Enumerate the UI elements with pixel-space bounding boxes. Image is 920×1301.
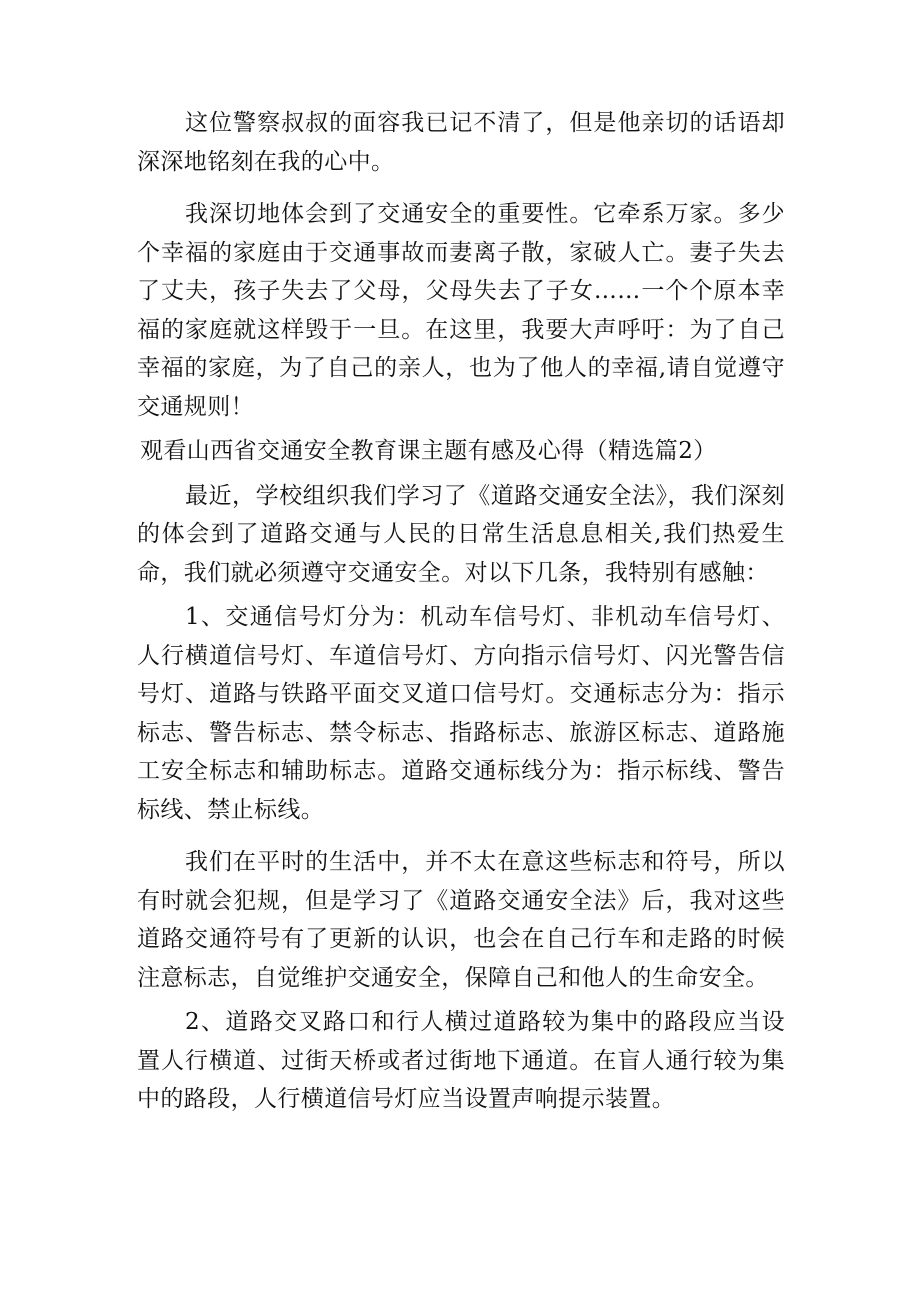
section-heading: 观看山西省交通安全教育课主题有感及心得（精选篇2）	[140, 438, 717, 464]
paragraph-daily-life: 我们在平时的生活中，并不太在意这些标志和符号，所以有时就会犯规，但是学习了《道路交通安全法》后，我对这些道路交通符号有了更新的认识，也会在自己行车和走路的时候注意标志，自觉维护交通安全，保障自己和他人的生命安全。	[137, 849, 785, 991]
paragraph-police-memory: 这位警察叔叔的面容我已记不清了，但是他亲切的话语却深深地铭刻在我的心中。	[137, 110, 785, 175]
paragraph-point-1: 1、交通信号灯分为：机动车信号灯、非机动车信号灯、人行横道信号灯、车道信号灯、方向指示信号灯、闪光警告信号灯、道路与铁路平面交叉道口信号灯。交通标志分为：指示标志、警告标志、禁令标志、指路标志、旅游区标志、道路施工安全标志和辅助标志。道路交通标线分为：指示标线、警告标线、禁止标线。	[137, 604, 785, 823]
paragraph-point-2: 2、道路交叉路口和行人横过道路较为集中的路段应当设置人行横道、过街天桥或者过街地下通道。在盲人通行较为集中的路段，人行横道信号灯应当设置声响提示装置。	[137, 1009, 785, 1112]
paragraph-traffic-safety-importance: 我深切地体会到了交通安全的重要性。它牵系万家。多少个幸福的家庭由于交通事故而妻离子散，家破人亡。妻子失去了丈夫，孩子失去了父母，父母失去了子女……一个个原本幸福的家庭就这样毁于一旦。在这里，我要大声呼吁：为了自己幸福的家庭，为了自己的亲人，也为了他人的幸福,请自觉遵守交通规则！	[137, 201, 785, 420]
paragraph-study-law: 最近，学校组织我们学习了《道路交通安全法》，我们深刻的体会到了道路交通与人民的日常生活息息相关,我们热爱生命，我们就必须遵守交通安全。对以下几条，我特别有感触：	[137, 482, 785, 586]
document-body	[137, 104, 785, 1119]
